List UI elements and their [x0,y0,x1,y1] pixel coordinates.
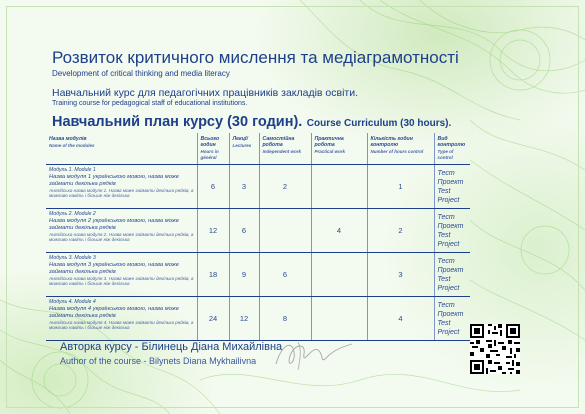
total-hours: 12 [197,209,229,253]
header-control-hours [367,133,434,165]
control-hours: 3 [367,253,434,297]
curriculum-table [46,133,470,341]
header-label: Кількість годин контролю [370,136,413,148]
header-label-en: Number of hours control [370,149,424,154]
header-label: Самостійна робота [262,136,295,148]
practical-hours [311,165,367,209]
table-row [46,209,470,253]
control-type: Тест Проект Test Project [434,165,470,209]
module-name-uk: Назва модуля 4 українською мовою, назва може займати декілька рядків [49,305,180,319]
header-label-en: Independent work [262,149,302,154]
module-title: Модуль 1. Module 1 [49,167,96,173]
module-cell [46,165,197,209]
header-practical [311,133,367,165]
module-cell [46,209,197,253]
header-control-type [434,133,470,165]
control-type: Тест Проект Test Project [434,297,470,341]
module-name-uk: Назва модуля 1 українською мовою, назва може займати декілька рядків [49,173,180,187]
table-header-row [46,133,470,165]
table-row [46,253,470,297]
control-hours: 4 [367,297,434,341]
module-name-en: Англійська назва модуля 3. Назва може займати декілька рядків, а можливо навіть і більше ніж декілька [49,275,194,286]
table-row [46,297,470,341]
table-row [46,165,470,209]
header-label: Лекції [232,136,248,142]
independent-hours: 8 [259,297,311,341]
header-label-en: Type of control [437,149,454,160]
control-type: Тест Проект Test Project [434,209,470,253]
author-name: Авторка курсу - Білинець Діана Михайлівна [60,341,283,353]
course-title-en: Development of critical thinking and media literacy [52,69,230,78]
independent-hours: 6 [259,253,311,297]
header-lectures [229,133,259,165]
lecture-hours: 6 [229,209,259,253]
total-hours: 24 [197,297,229,341]
independent-hours [259,209,311,253]
header-label: Назва модулів [49,136,87,142]
lecture-hours: 12 [229,297,259,341]
module-title: Модуль 3. Module 3 [49,255,96,261]
course-subtitle: Навчальний курс для педагогічних працівників закладів освіти. [52,87,359,99]
module-title: Модуль 2. Module 2 [49,211,96,217]
course-title: Розвиток критичного мислення та медіаграмотності [52,48,459,67]
module-name-en: Англійська назва модуля 2. Назва може займати декілька рядків, а можливо навіть і більше ніж декілька [49,231,194,242]
curriculum-heading-uk: Навчальний план курсу (30 годин). [52,114,303,130]
header-modules [46,133,197,165]
module-name-uk: Назва модуля 3 українською мовою, назва може займати декілька рядків [49,261,180,275]
module-cell [46,253,197,297]
independent-hours: 2 [259,165,311,209]
header-label: Вид контролю [437,136,466,148]
module-cell [46,297,197,341]
header-independent [259,133,311,165]
module-name-en: Англійська назва модуля 4. Назва може займати декілька рядків, а можливо навіть і більше ніж декілька [49,319,194,330]
header-total-hours [197,133,229,165]
qr-code-icon [470,324,520,374]
author-name-en: Author of the course - Bilynets Diana Mykhailivna [60,356,257,366]
total-hours: 18 [197,253,229,297]
header-label-en: Name of the modules [49,143,95,148]
practical-hours [311,253,367,297]
header-label-en: Practical work [314,149,346,154]
module-name-en: Англійська назва модуля 1. Назва може займати декілька рядків, а можливо навіть і більше ніж декілька [49,187,194,198]
header-label: Всього годин [200,136,220,148]
module-title: Модуль 4. Module 4 [49,299,96,305]
header-label-en: Hours in général [200,149,219,160]
signature-icon [268,334,358,374]
header-label: Практична робота [314,136,344,148]
curriculum-heading-en: Course Curriculum (30 hours). [306,118,452,129]
control-type: Тест Проект Test Project [434,253,470,297]
total-hours: 6 [197,165,229,209]
course-subtitle-en: Training course for pedagogical staff of educational institutions. [52,100,248,107]
control-hours: 2 [367,209,434,253]
header-label-en: Lectures [232,143,252,148]
lecture-hours: 3 [229,165,259,209]
lecture-hours: 9 [229,253,259,297]
practical-hours: 4 [311,209,367,253]
control-hours: 1 [367,165,434,209]
module-name-uk: Назва модуля 2 українською мовою, назва може займати декілька рядків [49,217,180,231]
curriculum-heading [52,113,451,131]
